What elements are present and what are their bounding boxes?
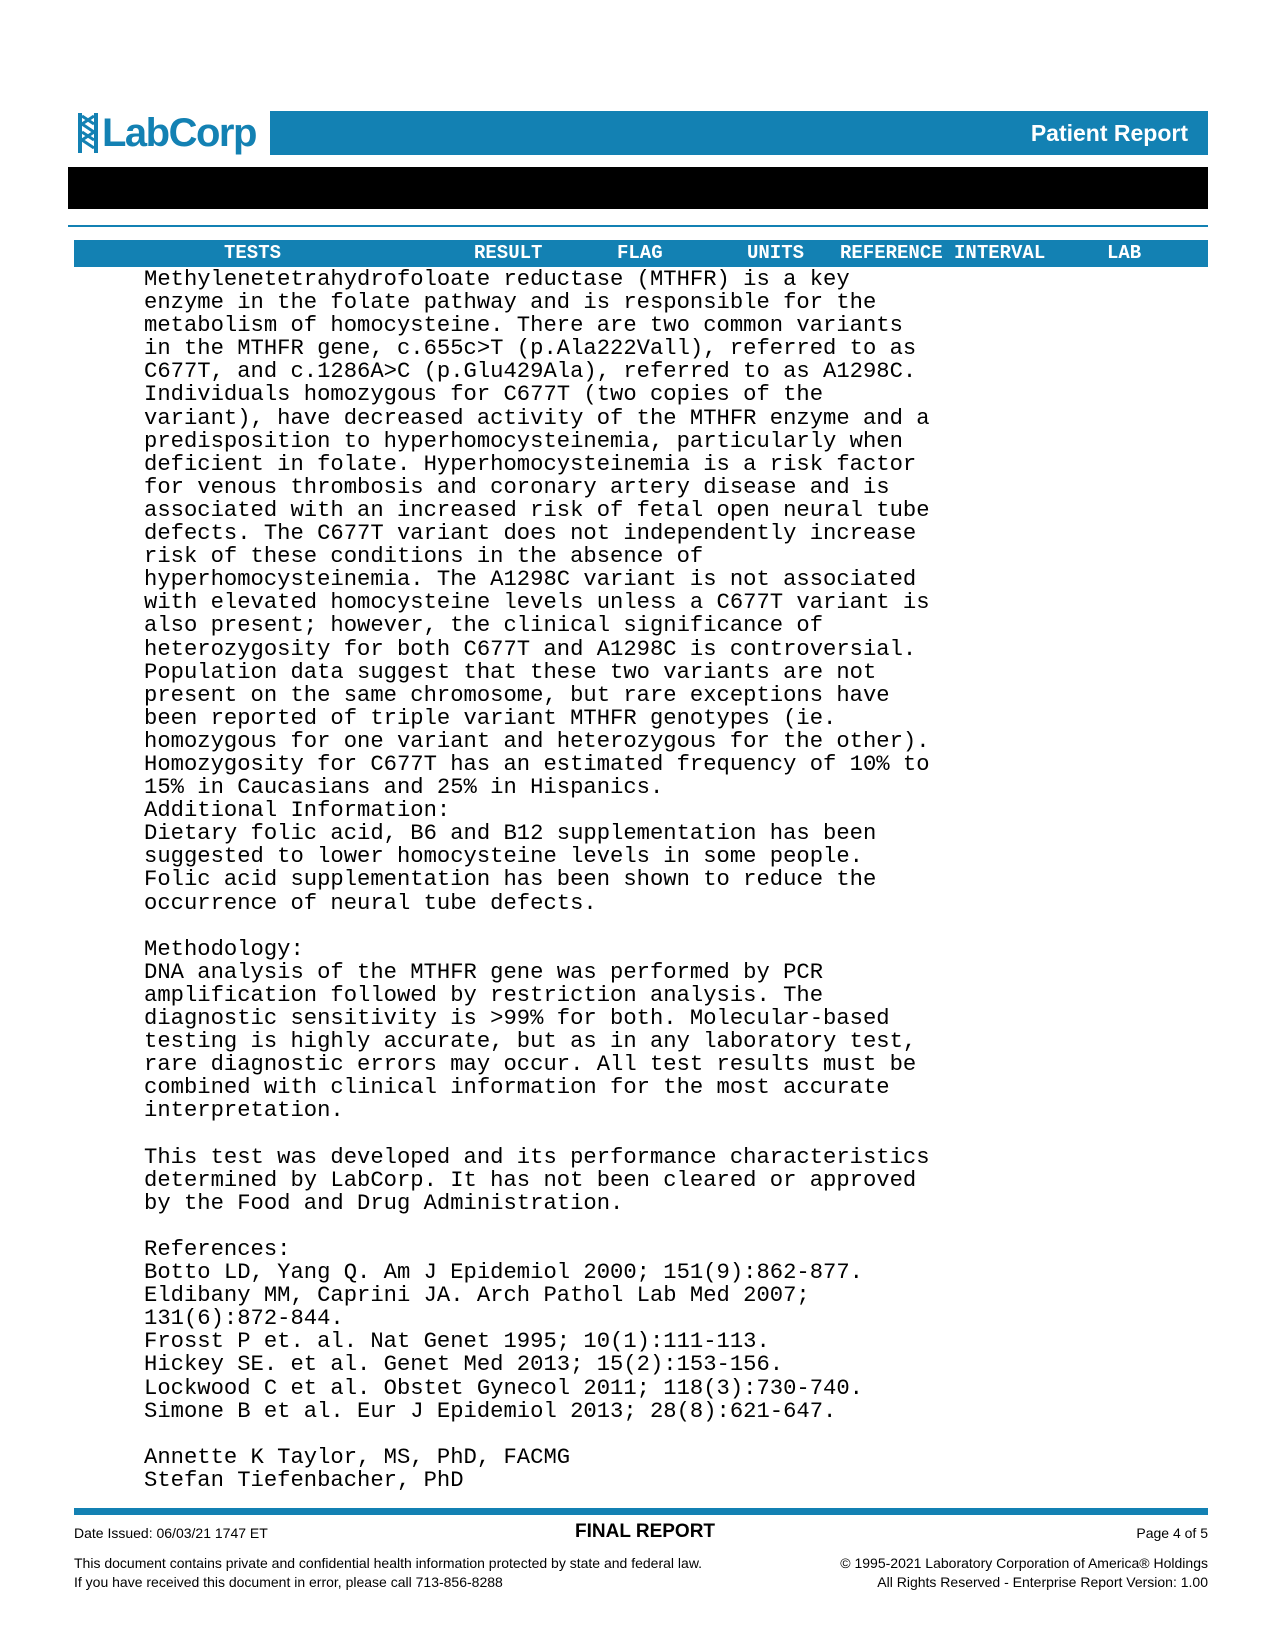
- final-report-label: FINAL REPORT: [575, 1521, 716, 1542]
- privacy-notice: This document contains private and confidential health information protected by state and federal law.: [74, 1555, 703, 1571]
- column-lab: LAB: [1107, 242, 1142, 264]
- column-units: UNITS: [747, 242, 805, 264]
- table-header: [74, 240, 1208, 267]
- labcorp-logo: [78, 110, 256, 156]
- date-issued: Date Issued: 06/03/21 1747 ET: [74, 1525, 268, 1541]
- dna-helix-icon: [78, 113, 98, 153]
- header-divider: [68, 225, 1208, 227]
- footer-divider: [74, 1508, 1208, 1515]
- report-title-banner: [270, 111, 1208, 155]
- copyright-notice: © 1995-2021 Laboratory Corporation of America® Holdings: [840, 1555, 1208, 1571]
- redacted-patient-info: [68, 167, 1208, 209]
- column-tests: TESTS: [224, 242, 282, 264]
- logo-wordmark: LabCorp: [102, 111, 256, 155]
- column-reference-interval: REFERENCE INTERVAL: [840, 242, 1046, 264]
- report-version: All Rights Reserved - Enterprise Report Version: 1.00: [877, 1574, 1208, 1590]
- column-flag: FLAG: [617, 242, 663, 264]
- report-comment-text: Methylenetetrahydrofoloate reductase (MTHFR) is a key enzyme in the folate pathway and is responsible for the metabolism of homocysteine. There are two common variants in the MTHFR gene, c.655c>T (p.Ala222Vall), referred to as C677T, and c.1286A>C (p.Glu429Ala), referred to as A1298C. Individuals homozygous for C677T (two copies of the variant), have decreased activity of the MTHFR enzyme and a predisposition to hyperhomocysteinemia, particularly when deficient in folate. Hyperhomocysteinemia is a risk factor for venous thrombosis and coronary artery disease and is associated with an increased risk of fetal open neural tube defects. The C677T variant does not independently increase risk of these conditions in the absence of hyperhomocysteinemia. The A1298C variant is not associated with elevated homocysteine levels unless a C677T variant is also present; however, the clinical significance of heterozygosity for both C677T and A1298C is controversial. Population data suggest that these two variants are not present on the same chromosome, but rare exceptions have been reported of triple variant MTHFR genotypes (ie. homozygous for one variant and heterozygous for the other). Homozygosity for C677T has an estimated frequency of 10% to 15% in Caucasians and 25% in Hispanics. Additional Information: Dietary folic acid, B6 and B12 supplementation has been suggested to lower homocysteine levels in some people. Folic acid supplementation has been shown to reduce the occurrence of neural tube defects. Methodology: DNA analysis of the MTHFR gene was performed by PCR amplification followed by restriction analysis. The diagnostic sensitivity is >99% for both. Molecular-based testing is highly accurate, but as in any laboratory test, rare diagnostic errors may occur. All test results must be combined with clinical information for the most accurate interpretation. This test was developed and its performance characteristics determined by LabCorp. It has not been cleared or approved by the Food and Drug Administration. References: Botto LD, Yang Q. Am J Epidemiol 2000; 151(9):862-877. Eldibany MM, Caprini JA. Arch Pathol Lab Med 2007; 131(6):872-844. Frosst P et. al. Nat Genet 1995; 10(1):111-113. Hickey SE. et al. Genet Med 2013; 15(2):153-156. Lockwood C et al. Obstet Gynecol 2011; 118(3):730-740. Simone B et al. Eur J Epidemiol 2013; 28(8):621-647. Annette K Taylor, MS, PhD, FACMG Stefan Tiefenbacher, PhD: [144, 267, 930, 1493]
- banner-title: Patient Report: [1030, 120, 1188, 146]
- column-result: RESULT: [474, 242, 543, 264]
- error-contact-notice: If you have received this document in error, please call 713-856-8288: [74, 1574, 503, 1590]
- page-number: Page 4 of 5: [1136, 1525, 1208, 1541]
